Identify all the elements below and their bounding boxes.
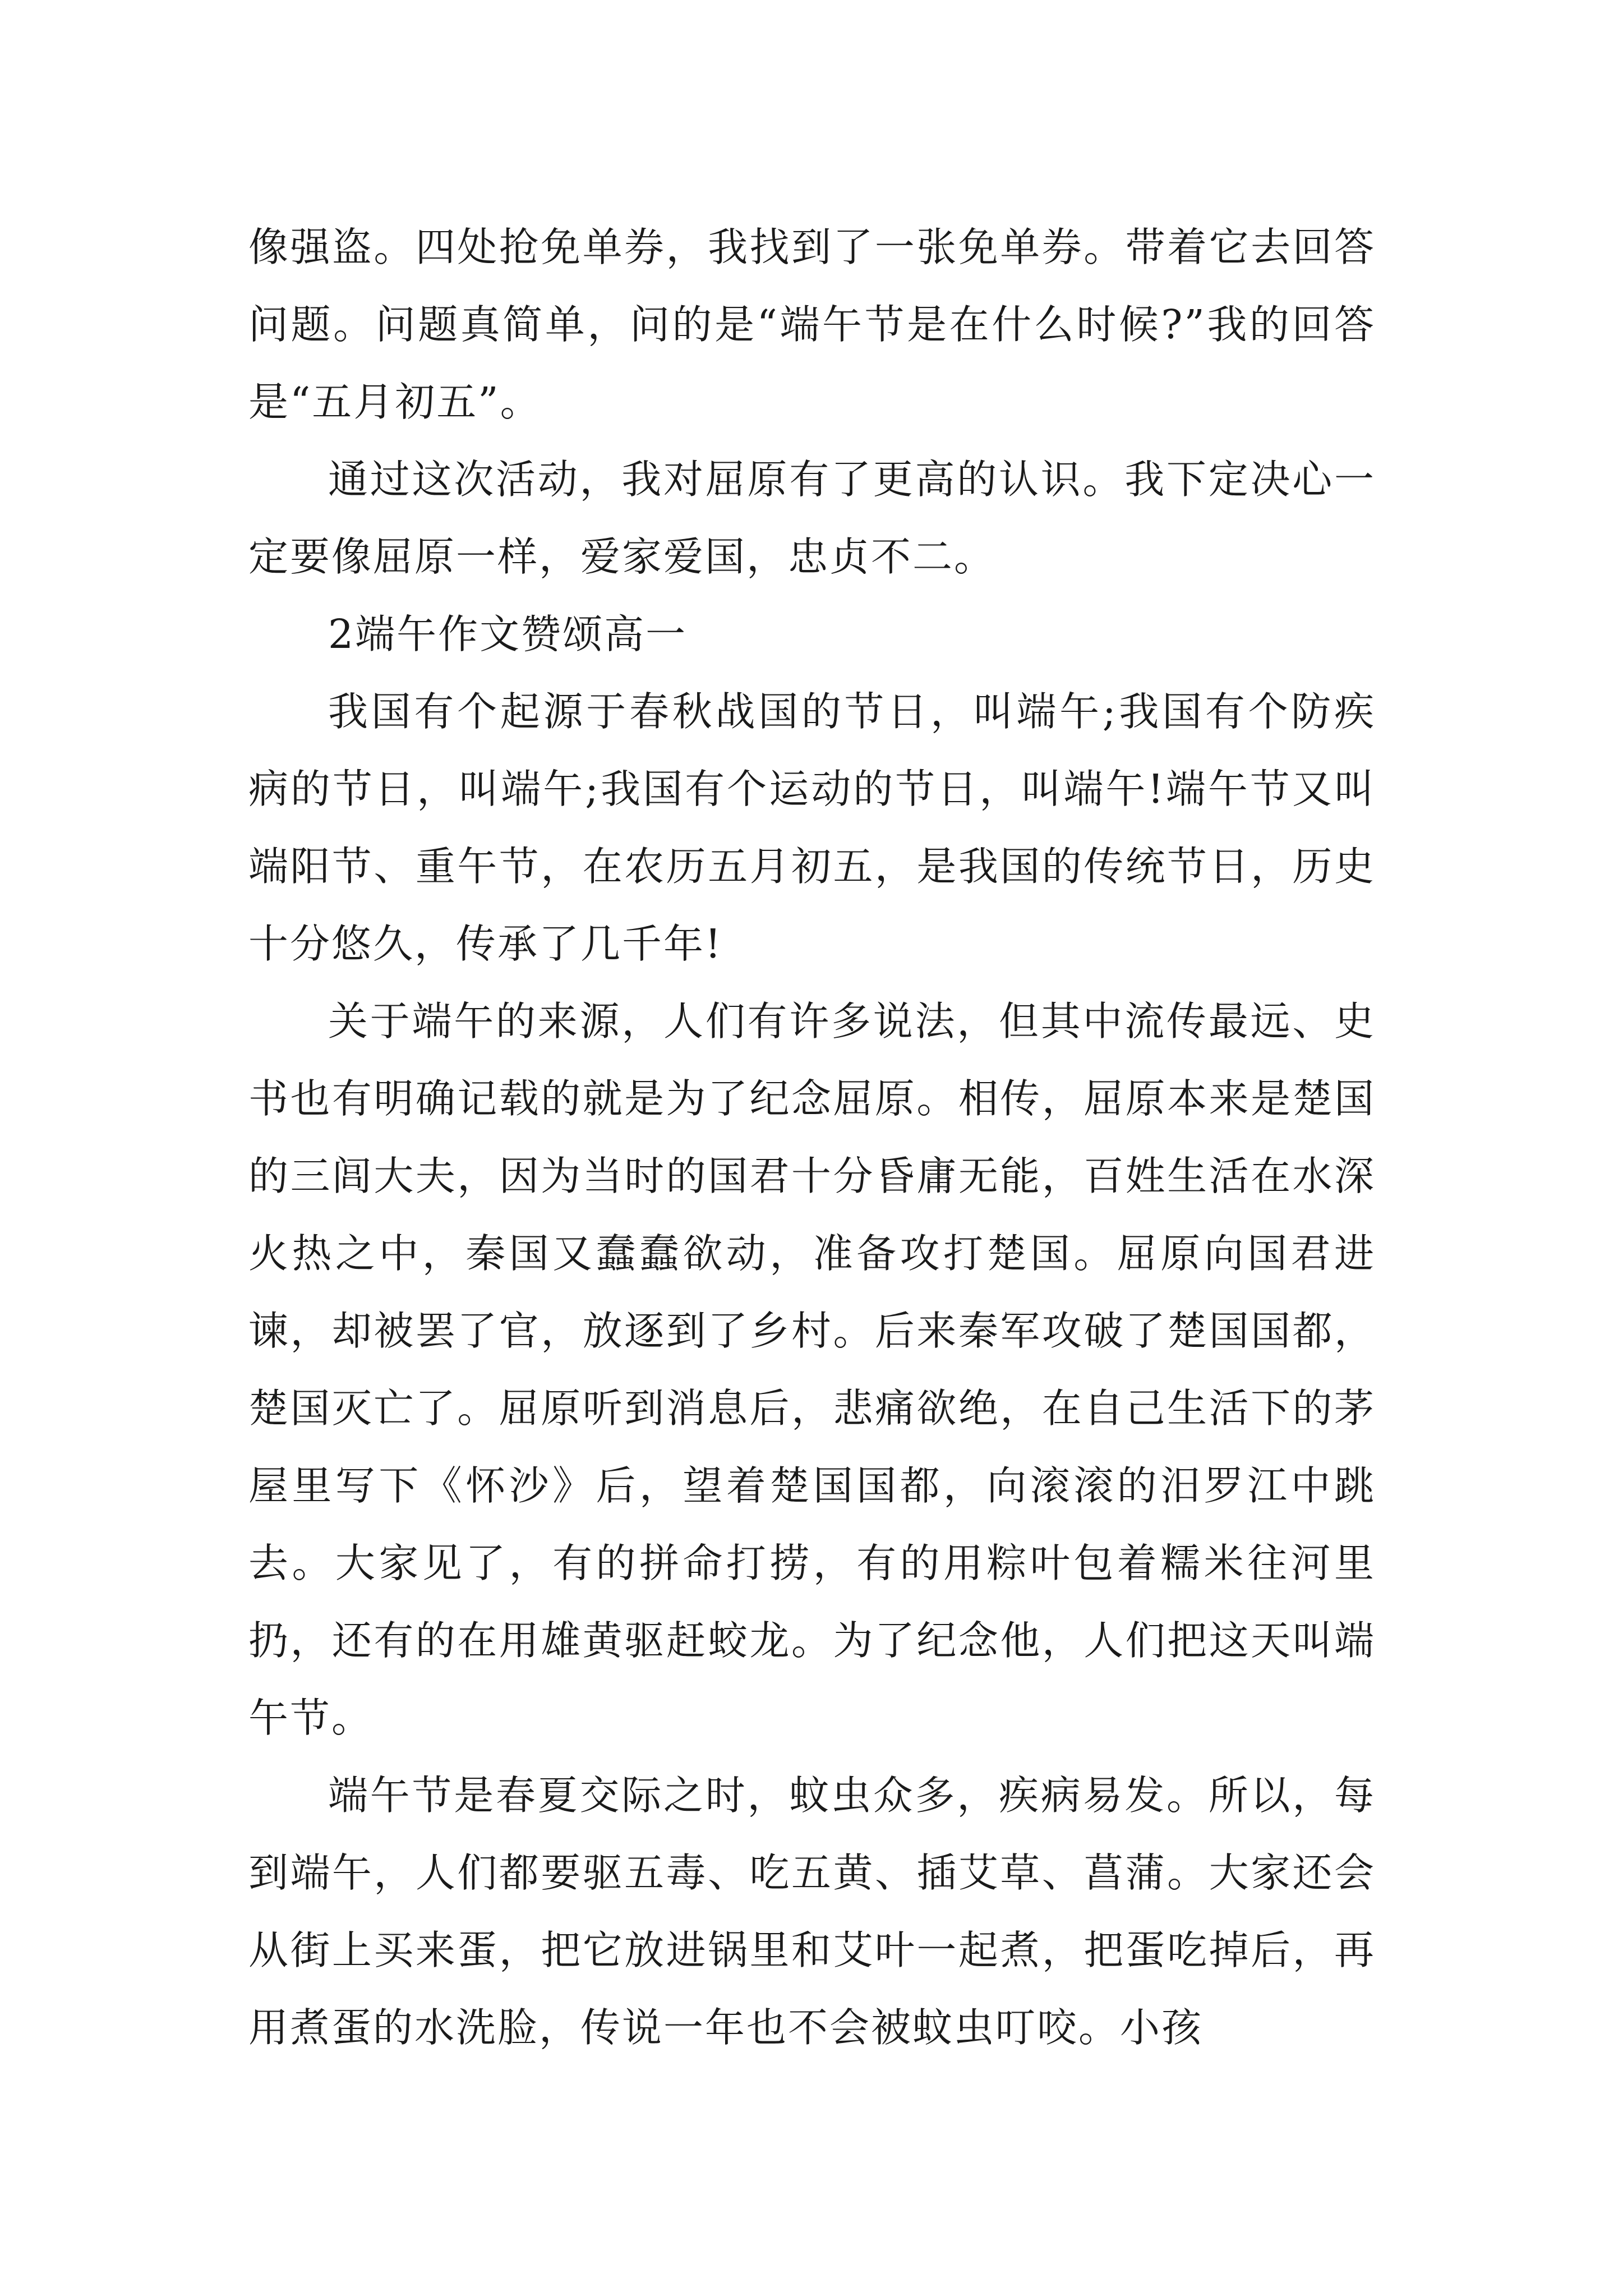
paragraph-continuation: 像强盗。四处抢免单券，我找到了一张免单券。带着它去回答问题。问题真简单，问的是“端午节是在什么时候?”我的回答是“五月初五”。: [248, 224, 1376, 425]
paragraph-customs: 端午节是春夏交际之时，蚊虫众多，疾病易发。所以，每到端午，人们都要驱五毒、吃五黄、插艾草、菖蒲。大家还会从街上买来蛋，把它放进锅里和艾叶一起煮，把蛋吃掉后，再用煮蛋的水洗脸，传说一年也不会被蚊虫叮咬。小孩: [248, 1772, 1376, 2051]
paragraph-origin: 关于端午的来源，人们有许多说法，但其中流传最远、史书也有明确记载的就是为了纪念屈原。相传，屈原本来是楚国的三闾大夫，因为当时的国君十分昏庸无能，百姓生活在水深火热之中，秦国又蠢蠢欲动，准备攻打楚国。屈原向国君进谏，却被罢了官，放逐到了乡村。后来秦军攻破了楚国国都，楚国灭亡了。屈原听到消息后，悲痛欲绝，在自己生活下的茅屋里写下《怀沙》后，望着楚国国都，向滚滚的汨罗江中跳去。大家见了，有的拼命打捞，有的用粽叶包着糯米往河里扔，还有的在用雄黄驱赶蛟龙。为了纪念他，人们把这天叫端午节。: [248, 998, 1376, 1741]
paragraph-resolution: 通过这次活动，我对屈原有了更高的认识。我下定决心一定要像屈原一样，爱家爱国，忠贞不二。: [248, 456, 1376, 580]
document-body: [248, 209, 1376, 2067]
essay-heading: 2端午作文赞颂高一: [328, 611, 688, 657]
paragraph-intro: 我国有个起源于春秋战国的节日，叫端午;我国有个防疾病的节日，叫端午;我国有个运动的节日，叫端午!端午节又叫端阳节、重午节，在农历五月初五，是我国的传统节日，历史十分悠久，传承了几千年!: [248, 688, 1376, 967]
